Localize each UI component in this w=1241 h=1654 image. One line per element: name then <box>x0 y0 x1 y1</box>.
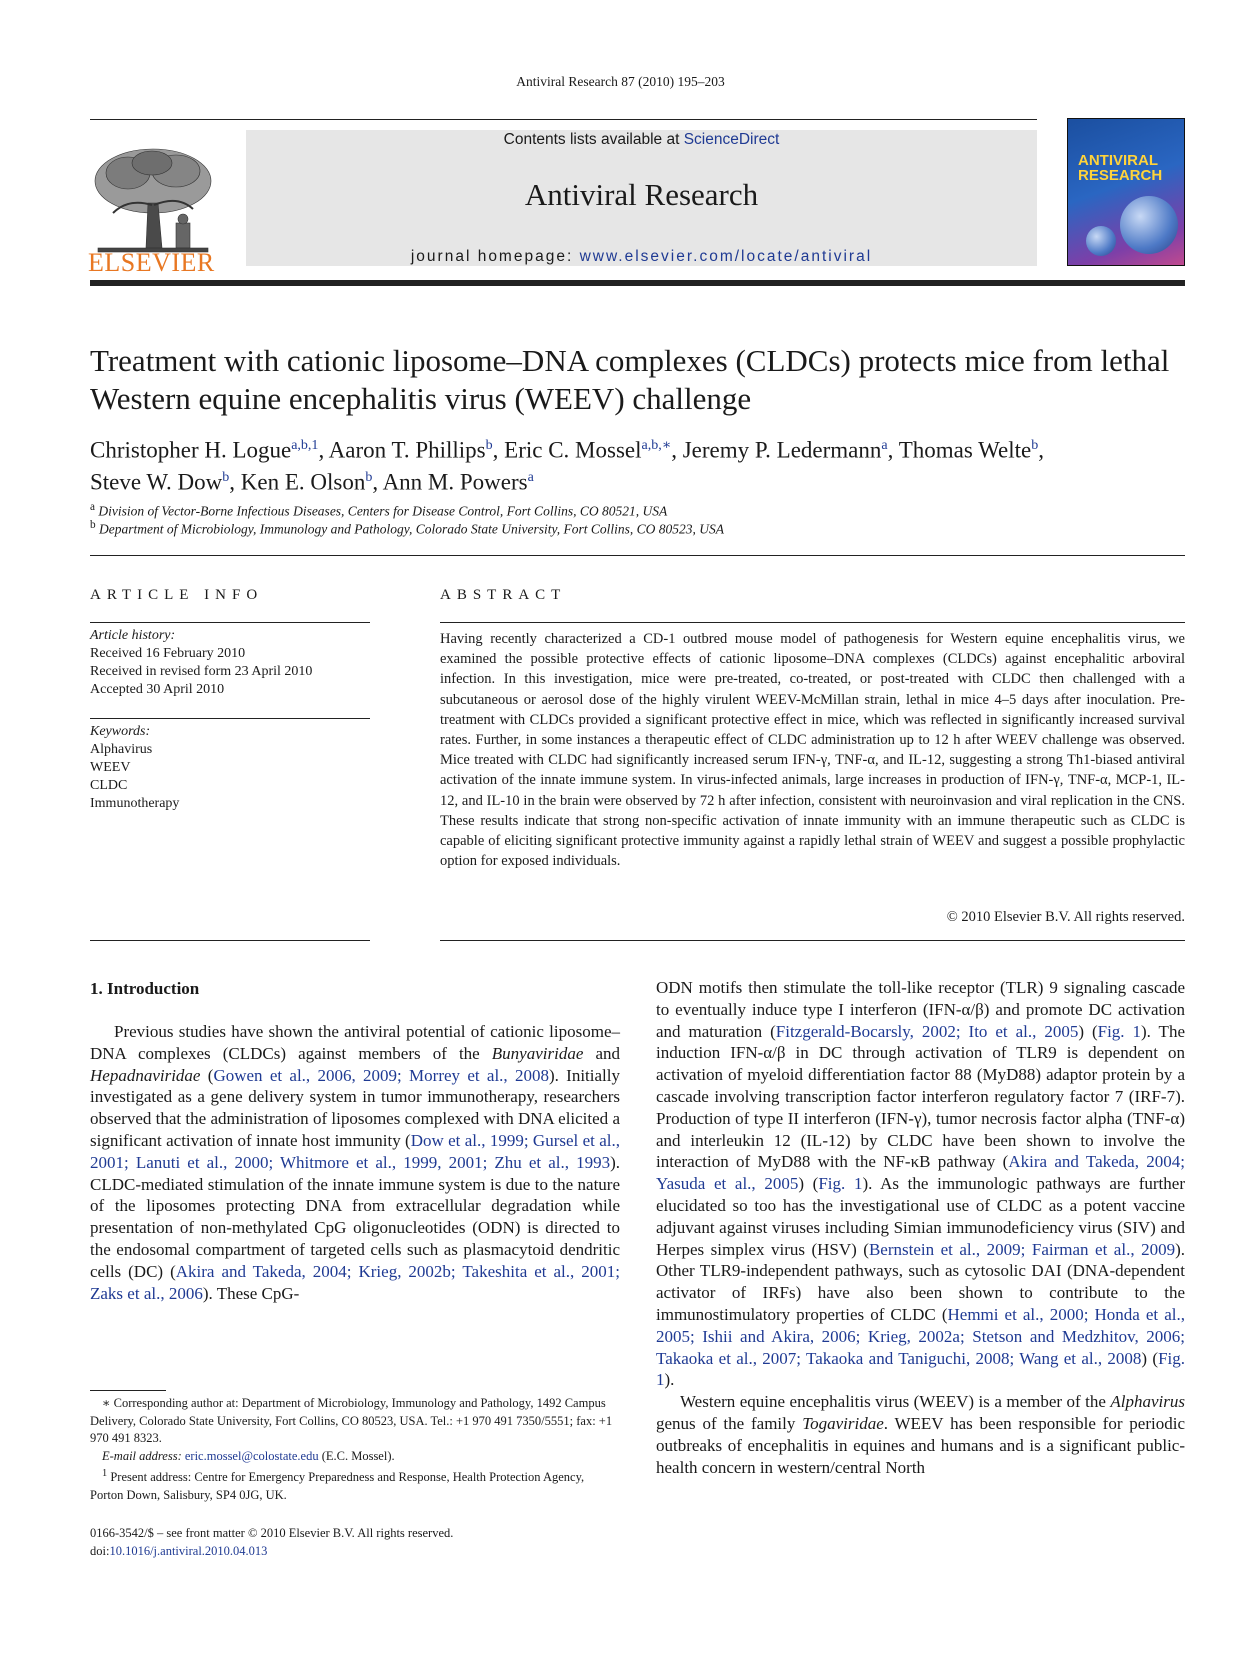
author-name: Thomas Welte <box>898 437 1032 463</box>
text-run: ). Other TLR9-independent pathways, such as cytosolic DAI (DNA-dependent activator of IRFs) have also been shown to contribute to the immunostimulatory properties of CLDC ( <box>656 1239 1185 1324</box>
author-affiliation-mark[interactable]: b <box>365 469 373 485</box>
email-suffix: (E.C. Mossel). <box>318 1448 395 1463</box>
affiliation-text: Department of Microbiology, Immunology and Pathology, Colorado State University, Fort Collins, CO 80523, USA <box>99 521 724 537</box>
keyword: Alphavirus <box>90 742 153 757</box>
affiliation-b <box>90 519 1190 538</box>
text-run: ) ( <box>1078 1021 1098 1041</box>
affiliation-mark: a <box>90 501 95 513</box>
footnote-mark: 1 <box>102 1468 108 1479</box>
text-run: Western equine encephalitis virus (WEEV) is a member of the <box>680 1392 1111 1412</box>
article-info-bottom-rule <box>90 940 370 941</box>
author-name: Steve W. Dow <box>90 469 223 495</box>
homepage-link[interactable]: www.elsevier.com/locate/antiviral <box>579 248 873 265</box>
text-run: genus of the family <box>656 1413 803 1433</box>
contents-prefix: Contents lists available at <box>503 131 684 148</box>
abstract-text: Having recently characterized a CD-1 outbred mouse model of pathogenesis for Western equine encephalitis virus, we examined the possible protective effects of cationic liposome–DNA complexes (CLDCs) against encephalitic arboviral infection. In this investigation, mice were pre-treated, co-treated, or post-treated with CLDC then challenged with a subcutaneous or aerosol dose of the highly virulent WEEV-McMillan strain, lethal in mice 4–5 days after inoculation. Pre-treatment with CLDCs provided a significant protective effect in mice, which was reflected in significantly increased survival rates. Further, in some instances a therapeutic effect of CLDC administration up to 12 h after WEEV challenge was observed. Mice treated with CLDC had significantly increased serum IFN-γ, TNF-α, and IL-12, suggesting a strong Th1-biased antiviral activation of the innate immune system. In virus-infected animals, large increases in production of IFN-γ, TNF-α, MCP-1, IL-12, and IL-10 in the brain were observed by 72 h after infection, consistent with neuroinvasion and viral replication in the CNS. These results indicate that strong non-specific activation of innate immunity with an immune therapeutic such as CLDC is capable of eliciting significant protective immunity against a rapidly lethal strain of WEEV and suggest a possible prophylactic option for exposed individuals. <box>440 631 1185 870</box>
doi-label: doi: <box>90 1543 110 1558</box>
author-affiliation-mark[interactable]: a,b,∗ <box>641 438 672 453</box>
header-thick-rule <box>90 280 1185 286</box>
author-line-2 <box>90 464 1190 496</box>
author-separator: , <box>671 437 683 463</box>
author-line-1 <box>90 432 1190 464</box>
intro-right-column <box>656 977 1185 1478</box>
section-rule <box>90 555 1185 556</box>
front-matter <box>90 1525 453 1560</box>
cover-virus-graphic <box>1120 196 1178 254</box>
history-received: Received 16 February 2010 <box>90 646 246 661</box>
doi-link[interactable]: 10.1016/j.antiviral.2010.04.013 <box>109 1543 268 1558</box>
issn-line: 0166-3542/$ – see front matter © 2010 Elsevier B.V. All rights reserved. <box>90 1526 454 1540</box>
affiliation-mark: b <box>90 519 96 531</box>
journal-reference: Antiviral Research 87 (2010) 195–203 <box>516 74 725 89</box>
text-run: ( <box>200 1065 214 1085</box>
present-address-text: Present address: Centre for Emergency Preparedness and Response, Health Protection Agency, Porton Down, Salisbury, SP4 0JG, UK. <box>90 1470 585 1502</box>
text-run: Previous studies have shown the antiviral potential of cationic liposome–DNA complexes (CLDCs) against members of the <box>90 1022 620 1063</box>
citation-link[interactable]: Akira and Takeda, 2004; Krieg, 2002b; Takeshita et al., 2001; Zaks et al., 2006 <box>90 1261 620 1303</box>
footnote-present-address <box>90 1465 620 1504</box>
journal-homepage <box>246 248 1037 266</box>
citation-link[interactable]: Bernstein et al., 2009; Fairman et al., 2009 <box>868 1239 1176 1259</box>
keyword: CLDC <box>90 778 128 793</box>
contents-line <box>246 131 1037 149</box>
text-run: ). CLDC-mediated stimulation of the innate immune system is due to the nature of the liposomes protecting DNA from extracellular degradation while presentation of non-methylated CpG oligonucleotides (ODN) is directed to the endosomal compartment of targeted cells such as plasmacytoid dendritic cells (DC) ( <box>90 1152 620 1281</box>
citation-link[interactable]: Fig. 1 <box>656 1348 1185 1390</box>
author-list <box>90 432 1190 495</box>
text-run: ). The induction IFN-α/β in DC through activation of TLR9 is dependent on activation of myeloid differentiation factor 88 (MyD88) adaptor protein by a cascade involving transcription factor interferon regulatory factor 7 (IRF-7). Production of type II interferon (IFN-γ), tumor necrosis factor alpha (TNF-α) and interleukin 12 (IL-12) by CLDC have been shown to involve the interaction of MyD88 with the NF-κB pathway ( <box>656 1021 1185 1172</box>
elsevier-wordmark: ELSEVIER <box>88 248 215 277</box>
italic-term: Hepadnaviridae <box>90 1065 201 1085</box>
keyword: WEEV <box>90 760 131 775</box>
author-affiliation-mark[interactable]: a,b,1 <box>291 438 319 453</box>
intro-left-column <box>90 1021 620 1304</box>
history-accepted: Accepted 30 April 2010 <box>90 682 225 697</box>
citation-link[interactable]: Fitzgerald-Bocarsly, 2002; Ito et al., 2005 <box>775 1021 1079 1041</box>
author-name: Aaron T. Phillips <box>328 437 486 463</box>
introduction-heading: 1. Introduction <box>90 979 200 998</box>
keywords-label: Keywords: <box>90 724 151 739</box>
email-label: E-mail address: <box>102 1448 185 1463</box>
author-name: Christopher H. Logue <box>90 437 292 463</box>
author-separator: , <box>887 437 899 463</box>
doi-line <box>90 1543 453 1561</box>
author-separator: , <box>229 469 241 495</box>
text-run: and <box>583 1043 621 1063</box>
text-run: ODN motifs then stimulate the toll-like receptor (TLR) 9 signaling cascade to eventually induce type I interferon (IFN-α/β) and promote DC activation and maturation ( <box>656 978 1185 1041</box>
footnote-corresponding: ∗ Corresponding author at: Department of Microbiology, Immunology and Pathology, 1492 Campus Delivery, Colorado State University, Fort Collins, CO 80523, USA. Tel.: +1 970 491 7350/5551; fax: +1 970 491 8323. <box>90 1396 613 1445</box>
intro-paragraph-1-cont <box>656 977 1185 1391</box>
author-name: Ann M. Powers <box>382 469 528 495</box>
author-name: Jeremy P. Ledermann <box>682 437 882 463</box>
affiliation-text: Division of Vector-Borne Infectious Diseases, Centers for Disease Control, Fort Collins, CO 80521, USA <box>98 503 668 519</box>
author-separator: , <box>372 469 383 495</box>
citation-link[interactable]: Dow et al., 1999; Gursel et al., 2001; Lanuti et al., 2000; Whitmore et al., 1999, 2001; Zhu et al., 1993 <box>90 1130 620 1172</box>
abstract-bottom-rule <box>440 940 1185 941</box>
author-separator: , <box>1038 437 1044 463</box>
homepage-prefix: journal homepage: <box>410 248 580 265</box>
citation-link[interactable]: Fig. 1 <box>1097 1021 1141 1041</box>
keywords <box>90 723 370 813</box>
citation-link[interactable]: Hemmi et al., 2000; Honda et al., 2005; Ishii and Akira, 2006; Krieg, 2002a; Stetson and Medzhitov, 2006; Takaoka et al., 2007; Takaoka and Taniguchi, 2008; Wang et al., 2008 <box>656 1304 1185 1368</box>
article-info-rule <box>90 622 370 623</box>
citation-link[interactable]: Akira and Takeda, 2004; Yasuda et al., 2005 <box>656 1152 1185 1194</box>
abstract-heading: ABSTRACT <box>440 587 567 603</box>
cover-virus-graphic-small <box>1086 226 1116 256</box>
author-affiliation-mark[interactable]: b <box>1031 438 1039 453</box>
footnote-rule <box>90 1390 166 1391</box>
author-affiliation-mark[interactable]: b <box>485 438 493 453</box>
italic-term: Bunyaviridae <box>491 1043 584 1063</box>
author-name: Eric C. Mossel <box>504 437 642 463</box>
text-run: . WEEV has been responsible for periodic outbreaks of encephalitis in equines and humans and is a significant public-health concern in western/central North <box>656 1413 1185 1477</box>
article-info-heading: ARTICLE INFO <box>90 587 264 603</box>
italic-term: Alphavirus <box>1110 1392 1185 1412</box>
history-label: Article history: <box>90 628 176 643</box>
text-run: ). Initially investigated as a gene delivery system in tumor immunotherapy, researchers observed that the administration of liposomes complexed with DNA elicited a significant activation of innate host immunity ( <box>90 1065 620 1150</box>
citation-link[interactable]: Fig. 1 <box>818 1174 863 1194</box>
author-name: Ken E. Olson <box>240 469 366 495</box>
abstract-copyright: © 2010 Elsevier B.V. All rights reserved. <box>946 909 1185 925</box>
sciencedirect-link[interactable]: ScienceDirect <box>683 131 780 148</box>
text-run: ). These CpG- <box>202 1283 300 1303</box>
author-affiliation-mark[interactable]: a <box>881 438 888 453</box>
history-revised: Received in revised form 23 April 2010 <box>90 664 313 679</box>
cover-title: ANTIVIRAL RESEARCH <box>1078 152 1163 184</box>
text-run: ) ( <box>1141 1348 1159 1368</box>
abstract-rule <box>440 622 1185 623</box>
text-run: ). As the immunologic pathways are further elucidated so too has the investigational use of CLDC as a potent vaccine adjuvant against viruses including Simian immunodeficiency virus (SIV) and Herpes simplex virus (HSV) ( <box>656 1174 1185 1259</box>
keywords-rule <box>90 718 370 719</box>
intro-paragraph-2 <box>656 1391 1185 1478</box>
footnote-email <box>90 1448 620 1466</box>
text-run: ). <box>664 1370 675 1390</box>
author-affiliation-mark[interactable]: a <box>527 469 534 485</box>
author-separator: , <box>318 437 329 463</box>
author-affiliation-mark[interactable]: b <box>222 469 230 485</box>
citation-link[interactable]: Gowen et al., 2006, 2009; Morrey et al., 2008 <box>213 1065 549 1085</box>
italic-term: Togaviridae <box>802 1413 884 1433</box>
intro-paragraph-1 <box>90 1021 620 1304</box>
journal-title: Antiviral Research <box>524 177 759 212</box>
article-title: Treatment with cationic liposome–DNA complexes (CLDCs) protects mice from lethal Western equine encephalitis virus (WEEV) challenge <box>90 343 1170 416</box>
email-link[interactable]: eric.mossel@colostate.edu <box>184 1448 319 1463</box>
article-history <box>90 627 370 699</box>
footnotes <box>90 1395 620 1504</box>
header-rule <box>90 119 1037 120</box>
keyword: Immunotherapy <box>90 796 180 811</box>
text-run: ) ( <box>798 1174 819 1194</box>
author-separator: , <box>492 437 505 463</box>
affiliation-a <box>90 501 1190 520</box>
